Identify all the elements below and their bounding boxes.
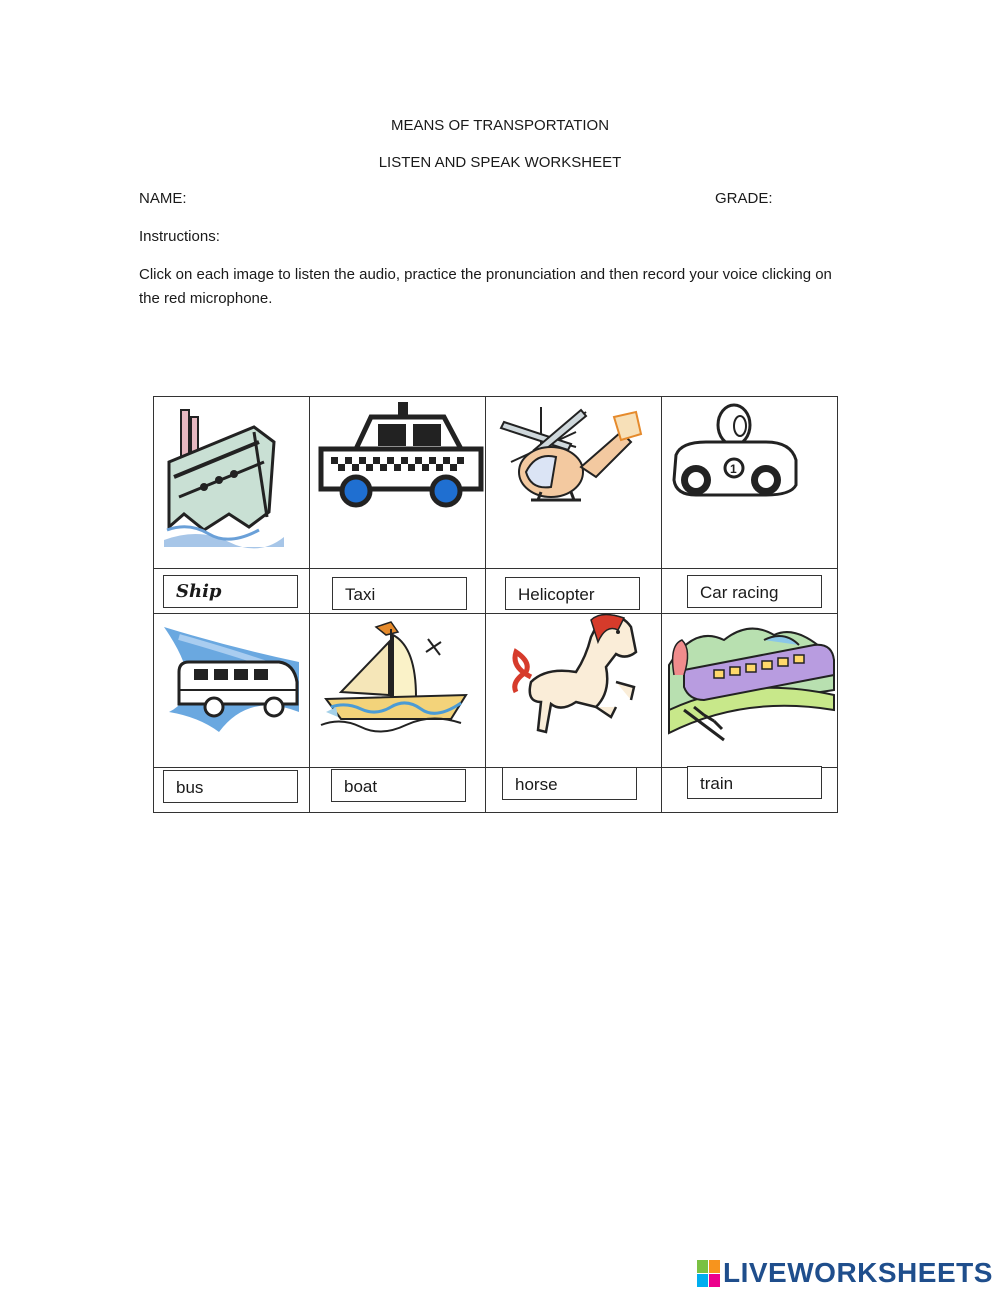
grid-divider [661,397,662,812]
vocabulary-grid [153,396,838,813]
word-box[interactable]: Helicopter [505,577,640,610]
worksheet-title: MEANS OF TRANSPORTATION [390,117,610,134]
instructions-text: Click on each image to listen the audio, practice the pronunciation and then record your voice clicking on the red microphone. [139,266,832,307]
worksheet-subtitle: LISTEN AND SPEAK WORKSHEET [378,154,622,171]
grid-divider [154,568,837,569]
svg-text:1: 1 [730,462,737,476]
liveworksheets-logo [697,1257,993,1289]
helicopter-icon[interactable] [496,402,651,517]
word-box[interactable]: Taxi [332,577,467,610]
logo-mark-icon [697,1260,719,1286]
horse-icon[interactable] [506,612,651,742]
word-box[interactable]: horse [502,767,637,800]
instructions-label: Instructions: [139,228,220,245]
word-box[interactable]: Car racing [687,575,822,608]
grid-divider [309,397,310,812]
brand-name: LIVEWORKSHEETS [723,1257,993,1288]
word-box[interactable]: Ship [163,575,298,608]
sailboat-icon[interactable] [316,617,481,747]
race-car-icon[interactable] [666,400,801,510]
taxi-icon[interactable] [316,399,486,514]
grid-divider [154,613,837,614]
ship-icon[interactable] [159,402,289,552]
name-label: NAME: [139,190,187,207]
word-box[interactable]: train [687,766,822,799]
grade-label: GRADE: [715,190,773,207]
word-box[interactable]: boat [331,769,466,802]
train-icon[interactable] [664,615,839,750]
word-box[interactable]: bus [163,770,298,803]
bus-icon[interactable] [159,622,304,747]
